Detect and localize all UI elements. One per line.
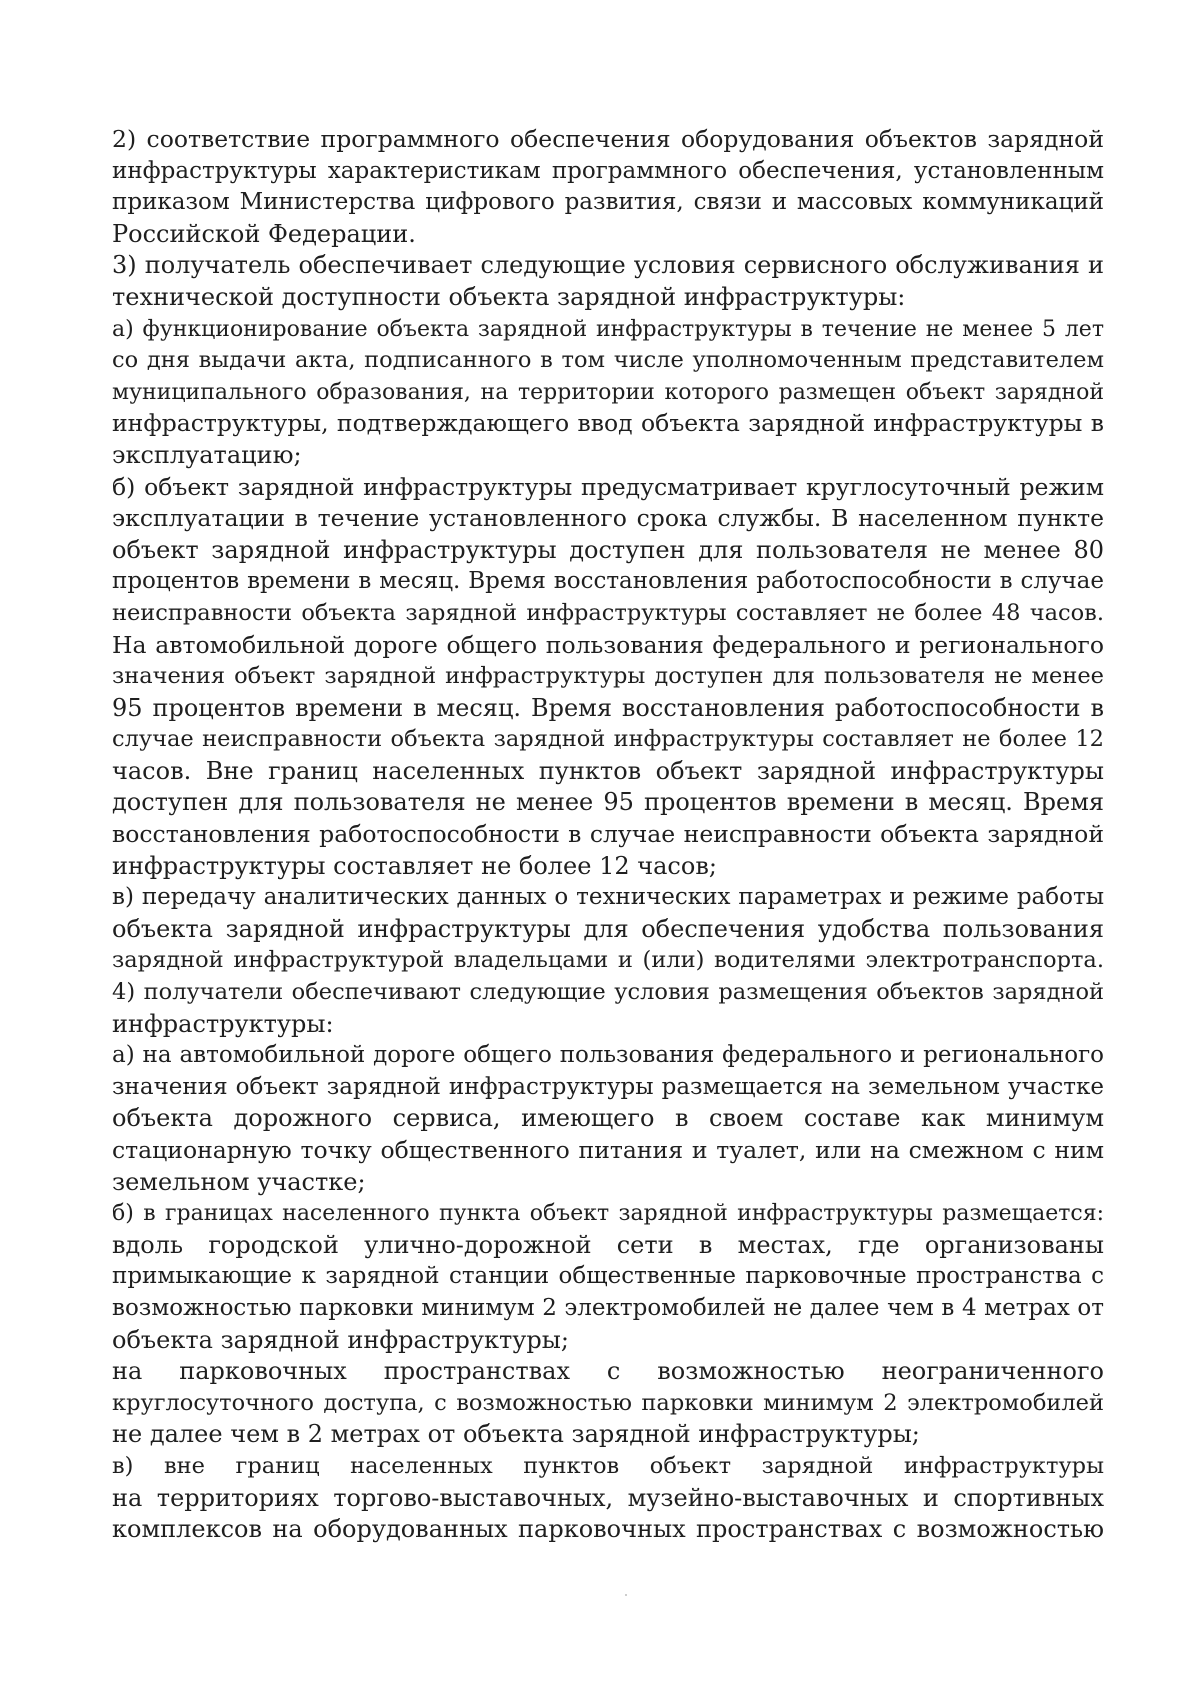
document-line: на парковочных пространствах с возможностью неограниченного [112, 1357, 1104, 1386]
document-line: инфраструктуры: [112, 1009, 334, 1038]
document-line: приказом Министерства цифрового развития, связи и массовых коммуникаций [112, 189, 1104, 216]
document-line: 2) соответствие программного обеспечения оборудования объектов зарядной [112, 125, 1104, 153]
document-line: объекта зарядной инфраструктуры; [112, 1325, 569, 1354]
document-line: в) передачу аналитических данных о технических параметрах и режиме работы [112, 884, 1104, 911]
document-line: примыкающие к зарядной станции общественные парковочные пространства с [112, 1263, 1104, 1290]
document-body-text [112, 124, 1104, 1546]
document-line: инфраструктуры характеристикам программного обеспечения, установленным [112, 157, 1104, 184]
document-line: возможностью парковки минимум 2 электромобилей не далее чем в 4 метрах от [112, 1294, 1104, 1321]
document-line: На автомобильной дороге общего пользования федерального и регионального [112, 630, 1104, 659]
document-line: объекта зарядной инфраструктуры для обеспечения удобства пользования [112, 914, 1104, 943]
scan-speck [625, 1594, 627, 1596]
document-line: б) в границах населенного пункта объект зарядной инфраструктуры размещается: [112, 1201, 1104, 1227]
document-line: случае неисправности объекта зарядной инфраструктуры составляет не более 12 [112, 726, 1104, 753]
document-line: земельном участке; [112, 1167, 366, 1196]
document-line: стационарную точку общественного питания и туалет, или на смежном с ним [112, 1136, 1104, 1164]
document-line: муниципального образования, на территории которого размещен объект зарядной [112, 379, 1104, 405]
document-line: 95 процентов времени в месяц. Время восстановления работоспособности в [112, 693, 1104, 722]
document-line: не далее чем в 2 метрах от объекта зарядной инфраструктуры; [112, 1420, 920, 1449]
document-line: восстановления работоспособности в случае неисправности объекта зарядной [112, 820, 1104, 849]
document-line: инфраструктуры составляет не более 12 часов; [112, 851, 717, 880]
document-line: в) вне границ населенных пунктов объект зарядной инфраструктуры [112, 1452, 1104, 1479]
document-line: инфраструктуры, подтверждающего ввод объекта зарядной инфраструктуры в [112, 409, 1104, 438]
document-line: круглосуточного доступа, с возможностью парковки минимум 2 электромобилей [112, 1389, 1104, 1416]
document-line: на территориях торгово-выставочных, музейно-выставочных и спортивных [112, 1483, 1104, 1512]
document-line: комплексов на оборудованных парковочных пространствах с возможностью [112, 1515, 1104, 1544]
document-line: 4) получатели обеспечивают следующие условия размещения объектов зарядной [112, 979, 1104, 1006]
document-line: процентов времени в месяц. Время восстановления работоспособности в случае [112, 568, 1104, 595]
document-line: эксплуатации в течение установленного срока службы. В населенном пункте [112, 504, 1104, 533]
document-line: Российской Федерации. [112, 219, 416, 248]
document-line: а) функционирование объекта зарядной инфраструктуры в течение не менее 5 лет [112, 316, 1104, 342]
document-line: зарядной инфраструктурой владельцами и (или) водителями электротранспорта. [112, 947, 1104, 974]
document-line: технической доступности объекта зарядной инфраструктуры: [112, 282, 906, 311]
document-line: доступен для пользователя не менее 95 процентов времени в месяц. Время [112, 788, 1104, 817]
document-line: вдоль городской улично-дорожной сети в местах, где организованы [112, 1230, 1104, 1259]
document-line: неисправности объекта зарядной инфраструктуры составляет не более 48 часов. [112, 599, 1104, 626]
document-line: 3) получатель обеспечивает следующие условия сервисного обслуживания и [112, 251, 1104, 280]
document-line: значения объект зарядной инфраструктуры размещается на земельном участке [112, 1073, 1104, 1100]
document-line: часов. Вне границ населенных пунктов объект зарядной инфраструктуры [112, 756, 1104, 785]
document-line: объекта дорожного сервиса, имеющего в своем составе как минимум [112, 1104, 1104, 1133]
document-line: со дня выдачи акта, подписанного в том числе уполномоченным представителем [112, 347, 1104, 374]
document-line: эксплуатацию; [112, 440, 302, 469]
document-line: объект зарядной инфраструктуры доступен для пользователя не менее 80 [112, 535, 1104, 564]
document-line: значения объект зарядной инфраструктуры доступен для пользователя не менее [112, 663, 1104, 690]
document-line: б) объект зарядной инфраструктуры предусматривает круглосуточный режим [112, 472, 1104, 501]
document-line: а) на автомобильной дороге общего пользования федерального и регионального [112, 1042, 1104, 1069]
